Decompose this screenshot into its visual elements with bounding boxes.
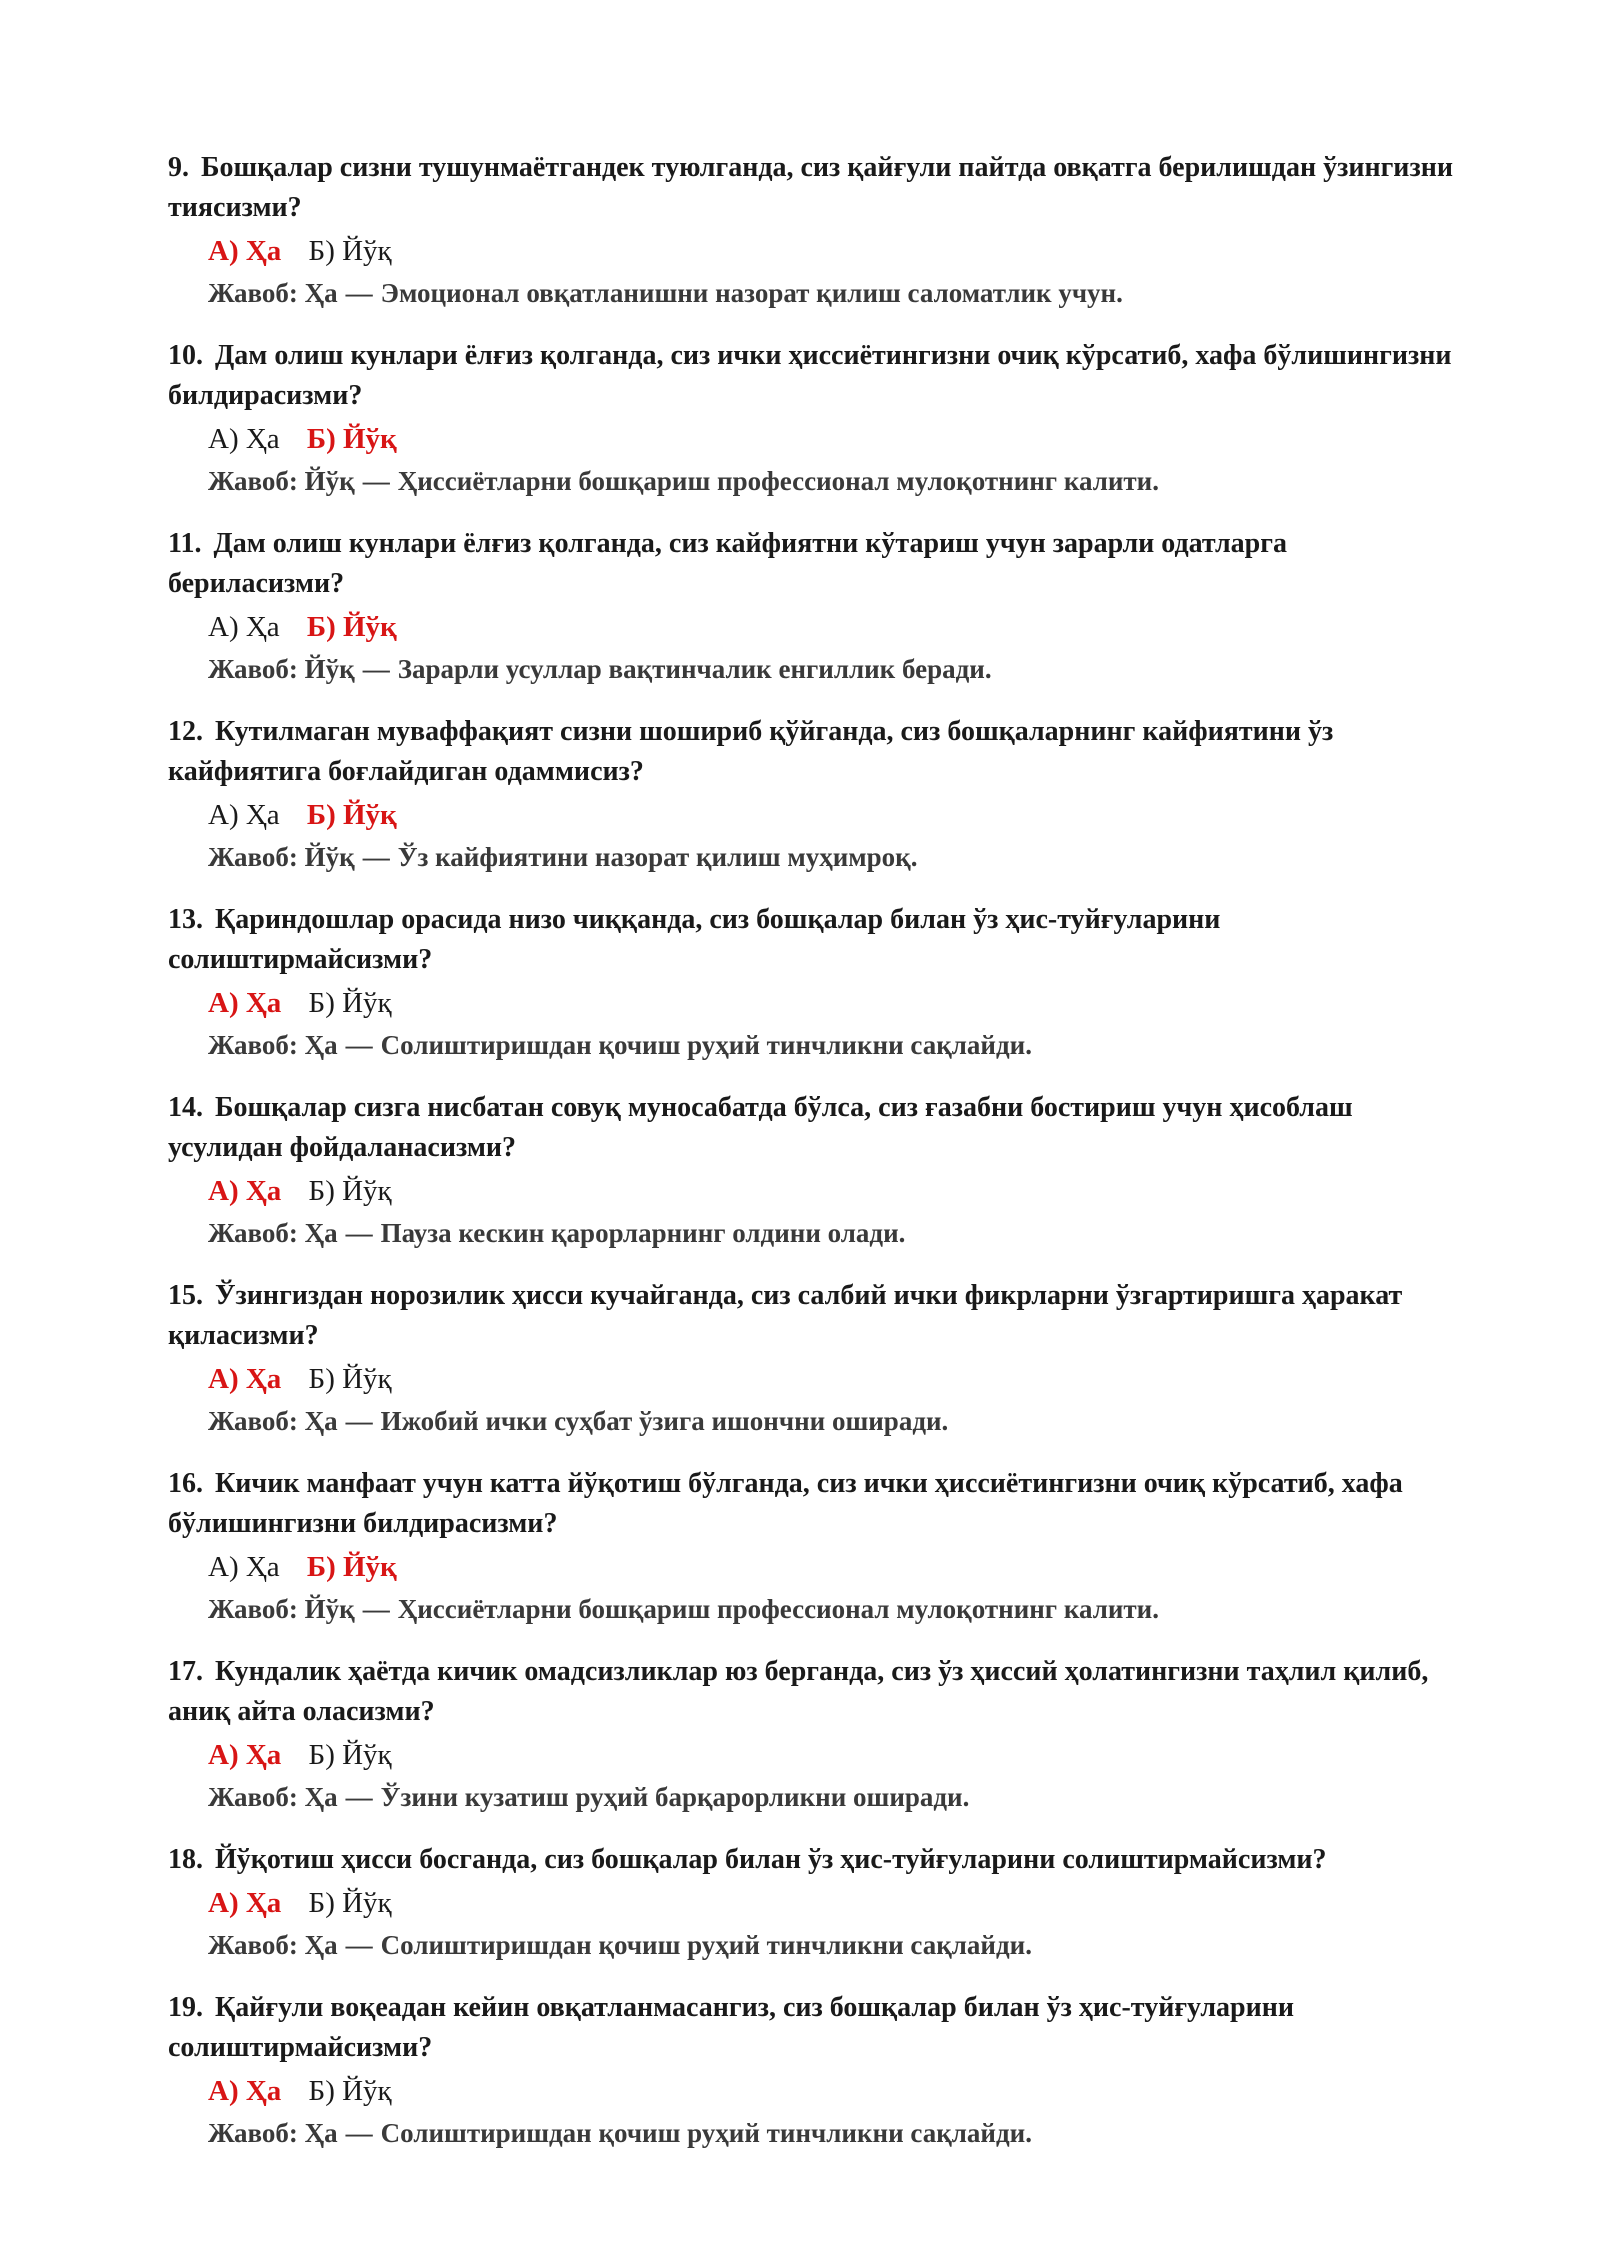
option-b: Б) Йўқ: [308, 2075, 392, 2107]
question-text: [168, 1988, 1458, 2068]
question-item: [168, 1276, 1458, 1442]
option-b: Б) Йўқ: [308, 1739, 392, 1771]
option-a: А) Ҳа: [208, 987, 282, 1019]
option-b: Б) Йўқ: [308, 1887, 392, 1919]
question-number: 19.: [168, 1992, 203, 2023]
question-body: Дам олиш кунлари ёлғиз қолганда, сиз кайфиятни кўтариш учун зарарли одатларга бериласизми?: [168, 528, 1287, 599]
answer-value: Ҳа: [304, 1930, 338, 1960]
answer-dash: —: [345, 2118, 373, 2148]
question-text: [168, 712, 1458, 792]
option-a: А) Ҳа: [208, 1551, 280, 1583]
question-number: 17.: [168, 1656, 203, 1687]
answer-dash: —: [362, 1594, 390, 1624]
option-b: Б) Йўқ: [308, 235, 392, 267]
answer-value: Йўқ: [304, 466, 355, 496]
option-a: А) Ҳа: [208, 423, 280, 455]
option-a: А) Ҳа: [208, 1739, 282, 1771]
answer-label: Жавоб:: [208, 1406, 298, 1436]
question-body: Қайғули воқеадан кейин овқатланмасангиз, сиз бошқалар билан ўз ҳис-туйғуларини солиштирмайсизми?: [168, 1992, 1295, 2063]
option-a: А) Ҳа: [208, 235, 282, 267]
answer-value: Ҳа: [304, 2118, 338, 2148]
question-text: [168, 1652, 1458, 1732]
question-text: [168, 1088, 1458, 1168]
answer-dash: —: [345, 278, 373, 308]
option-a: А) Ҳа: [208, 611, 280, 643]
option-b: Б) Йўқ: [306, 611, 397, 643]
options-row: [208, 982, 1458, 1024]
answer-label: Жавоб:: [208, 1594, 298, 1624]
answer-dash: —: [345, 1406, 373, 1436]
answer-line: [208, 1212, 1458, 1254]
question-body: Бошқалар сизни тушунмаётгандек туюлганда, сиз қайғули пайтда овқатга берилишдан ўзингизни тиясизми?: [168, 152, 1453, 223]
answer-value: Ҳа: [304, 1782, 338, 1812]
question-number: 11.: [168, 528, 202, 559]
answer-explanation: Ҳиссиётларни бошқариш профессионал мулоқотнинг калити.: [397, 466, 1159, 496]
option-a: А) Ҳа: [208, 1175, 282, 1207]
question-text: [168, 148, 1458, 228]
answer-line: [208, 1400, 1458, 1442]
answer-label: Жавоб:: [208, 1030, 298, 1060]
question-body: Кундалик ҳаётда кичик омадсизликлар юз берганда, сиз ўз ҳиссий ҳолатингизни таҳлил қилиб, аниқ айта оласизми?: [168, 1656, 1429, 1727]
answer-label: Жавоб:: [208, 1218, 298, 1248]
options-row: [208, 2070, 1458, 2112]
question-item: [168, 1652, 1458, 1818]
answer-label: Жавоб:: [208, 1930, 298, 1960]
option-a: А) Ҳа: [208, 799, 280, 831]
answer-dash: —: [345, 1030, 373, 1060]
answer-label: Жавоб:: [208, 278, 298, 308]
answer-value: Йўқ: [304, 842, 355, 872]
question-text: [168, 524, 1458, 604]
answer-value: Ҳа: [304, 1218, 338, 1248]
option-b: Б) Йўқ: [306, 799, 397, 831]
answer-label: Жавоб:: [208, 654, 298, 684]
options-row: [208, 418, 1458, 460]
question-item: [168, 712, 1458, 878]
option-a: А) Ҳа: [208, 1887, 282, 1919]
answer-dash: —: [362, 466, 390, 496]
answer-line: [208, 272, 1458, 314]
question-item: [168, 524, 1458, 690]
answer-explanation: Солиштиришдан қочиш руҳий тинчликни сақлайди.: [380, 1930, 1032, 1960]
options-row: [208, 1358, 1458, 1400]
question-number: 15.: [168, 1280, 203, 1311]
option-b: Б) Йўқ: [308, 1175, 392, 1207]
answer-explanation: Ижобий ички суҳбат ўзига ишончни оширади.: [380, 1406, 949, 1436]
question-item: [168, 1464, 1458, 1630]
question-body: Бошқалар сизга нисбатан совуқ муносабатда бўлса, сиз ғазабни бостириш учун ҳисоблаш усулидан фойдаланасизми?: [168, 1092, 1353, 1163]
question-item: [168, 1088, 1458, 1254]
answer-dash: —: [345, 1782, 373, 1812]
question-item: [168, 148, 1458, 314]
answer-line: [208, 648, 1458, 690]
question-body: Қариндошлар орасида низо чиққанда, сиз бошқалар билан ўз ҳис-туйғуларини солиштирмайсизми?: [168, 904, 1221, 975]
question-item: [168, 1988, 1458, 2154]
question-item: [168, 336, 1458, 502]
question-text: [168, 900, 1458, 980]
answer-dash: —: [345, 1930, 373, 1960]
question-number: 10.: [168, 340, 203, 371]
answer-dash: —: [345, 1218, 373, 1248]
question-text: [168, 1276, 1458, 1356]
answer-explanation: Ҳиссиётларни бошқариш профессионал мулоқотнинг калити.: [397, 1594, 1159, 1624]
answer-value: Ҳа: [304, 278, 338, 308]
option-b: Б) Йўқ: [306, 1551, 397, 1583]
document-page: [168, 148, 1458, 2176]
answer-explanation: Зарарли усуллар вақтинчалик енгиллик беради.: [397, 654, 992, 684]
question-item: [168, 1840, 1458, 1966]
options-row: [208, 1546, 1458, 1588]
question-body: Кутилмаган муваффақият сизни шошириб қўйганда, сиз бошқаларнинг кайфиятини ўз кайфиятига боғлайдиган одаммисиз?: [168, 716, 1334, 787]
option-b: Б) Йўқ: [308, 1363, 392, 1395]
question-text: [168, 1464, 1458, 1544]
options-row: [208, 230, 1458, 272]
question-number: 14.: [168, 1092, 203, 1123]
answer-line: [208, 1776, 1458, 1818]
answer-line: [208, 460, 1458, 502]
answer-line: [208, 836, 1458, 878]
question-body: Йўқотиш ҳисси босганда, сиз бошқалар билан ўз ҳис-туйғуларини солиштирмайсизми?: [215, 1844, 1327, 1875]
answer-line: [208, 1924, 1458, 1966]
question-item: [168, 900, 1458, 1066]
question-number: 13.: [168, 904, 203, 935]
question-number: 9.: [168, 152, 189, 183]
question-text: [168, 1840, 1458, 1880]
question-number: 16.: [168, 1468, 203, 1499]
answer-value: Ҳа: [304, 1030, 338, 1060]
answer-value: Йўқ: [304, 654, 355, 684]
option-a: А) Ҳа: [208, 1363, 282, 1395]
options-row: [208, 606, 1458, 648]
question-body: Ўзингиздан норозилик ҳисси кучайганда, сиз салбий ички фикрларни ўзгартиришга ҳаракат қиласизми?: [168, 1280, 1403, 1351]
answer-dash: —: [362, 842, 390, 872]
options-row: [208, 1734, 1458, 1776]
answer-dash: —: [362, 654, 390, 684]
question-body: Кичик манфаат учун катта йўқотиш бўлганда, сиз ички ҳиссиётингизни очиқ кўрсатиб, хафа бўлишингизни билдирасизми?: [168, 1468, 1403, 1539]
answer-label: Жавоб:: [208, 842, 298, 872]
answer-value: Йўқ: [304, 1594, 355, 1624]
answer-explanation: Ўз кайфиятини назорат қилиш муҳимроқ.: [397, 842, 918, 872]
answer-label: Жавоб:: [208, 1782, 298, 1812]
answer-explanation: Солиштиришдан қочиш руҳий тинчликни сақлайди.: [380, 2118, 1032, 2148]
options-row: [208, 1170, 1458, 1212]
question-text: [168, 336, 1458, 416]
question-number: 18.: [168, 1844, 203, 1875]
options-row: [208, 794, 1458, 836]
option-b: Б) Йўқ: [308, 987, 392, 1019]
option-b: Б) Йўқ: [306, 423, 397, 455]
answer-label: Жавоб:: [208, 2118, 298, 2148]
answer-label: Жавоб:: [208, 466, 298, 496]
answer-line: [208, 1588, 1458, 1630]
answer-line: [208, 1024, 1458, 1066]
option-a: А) Ҳа: [208, 2075, 282, 2107]
answer-explanation: Эмоционал овқатланишни назорат қилиш саломатлик учун.: [380, 278, 1123, 308]
options-row: [208, 1882, 1458, 1924]
answer-explanation: Ўзини кузатиш руҳий барқарорликни оширади.: [380, 1782, 970, 1812]
answer-explanation: Пауза кескин қарорларнинг олдини олади.: [380, 1218, 906, 1248]
answer-explanation: Солиштиришдан қочиш руҳий тинчликни сақлайди.: [380, 1030, 1032, 1060]
question-body: Дам олиш кунлари ёлғиз қолганда, сиз ички ҳиссиётингизни очиқ кўрсатиб, хафа бўлишингизни билдирасизми?: [168, 340, 1452, 411]
answer-value: Ҳа: [304, 1406, 338, 1436]
answer-line: [208, 2112, 1458, 2154]
question-number: 12.: [168, 716, 203, 747]
